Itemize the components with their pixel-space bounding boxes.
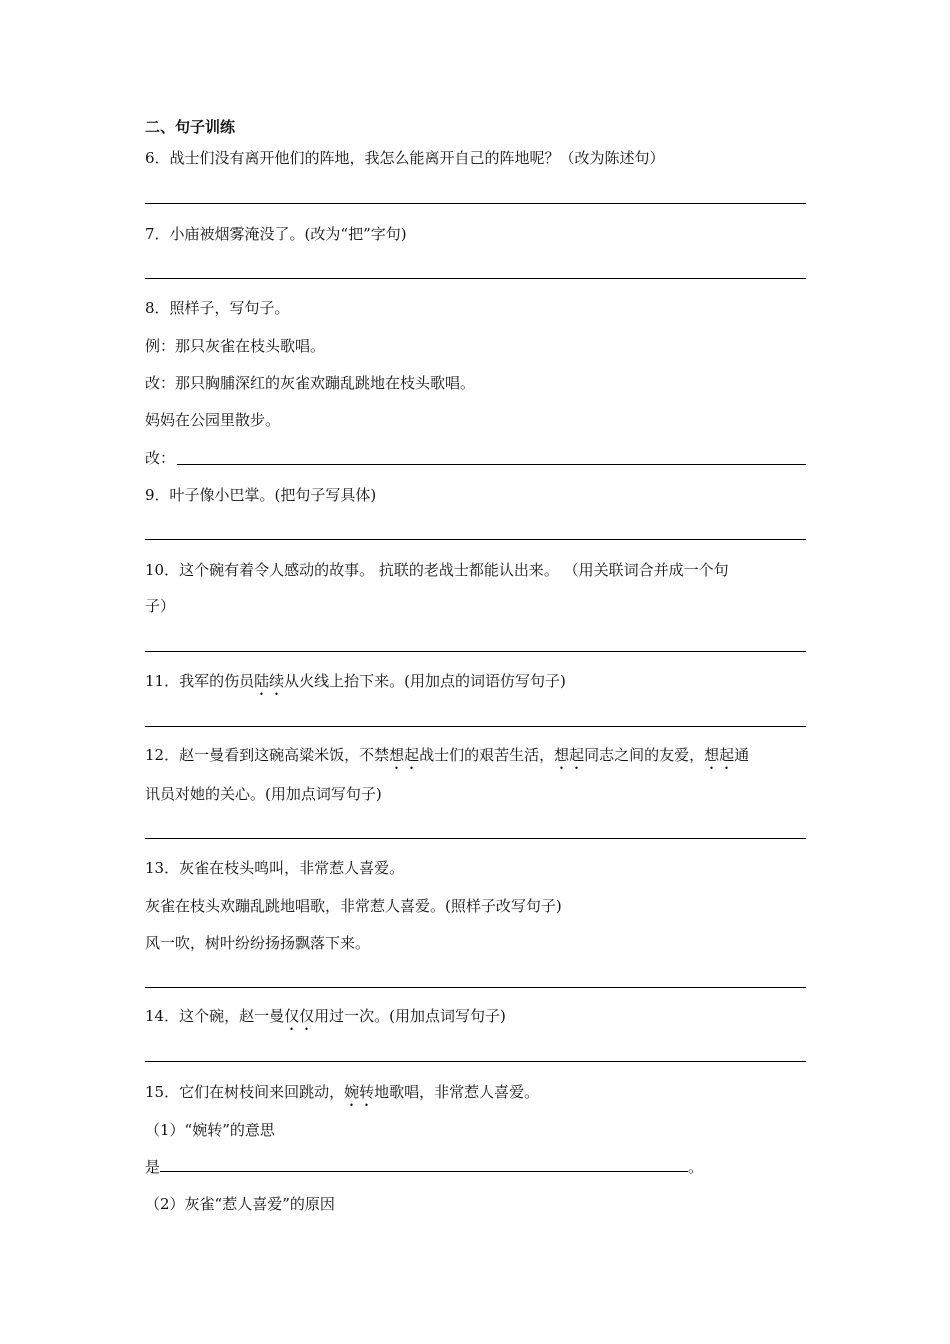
question-11-post: 从火线上抬下来。(用加点的词语仿写句子) [284,672,566,690]
answer-line-13[interactable] [145,987,806,988]
answer-line-10[interactable] [145,651,806,652]
answer-line-12[interactable] [145,838,806,839]
question-13-prompt: 风一吹，树叶纷纷扬扬飘落下来。 [145,934,371,952]
question-8-example: 例：那只灰雀在枝头歌唱。 [145,337,326,355]
question-10-line2: 子） [145,597,176,615]
question-15-sub1: （1）“婉转”的意思 [145,1121,275,1139]
question-15-sub1-prefix: 是 [145,1158,161,1176]
question-15-sub1-answer [145,1157,703,1177]
question-12-p3: 同志之间的友爱， [584,746,705,764]
section-title: 二、句子训练 [145,118,236,136]
question-7: 7．小庙被烟雾淹没了。(改为“把”字句) [145,225,407,243]
answer-line-9[interactable] [145,539,806,540]
question-15 [145,1082,539,1110]
question-14-post: 用过一次。(用加点词写句子) [314,1007,506,1025]
question-12-p1: 12．赵一曼看到这碗高粱米饭，不禁 [145,746,390,764]
question-9: 9．叶子像小巴掌。(把句子写具体) [145,486,377,504]
question-14-pre: 14．这个碗，赵一曼 [145,1007,285,1025]
question-8-prompt: 妈妈在公园里散步。 [145,411,281,429]
question-8-answer-label: 改： [145,449,176,467]
question-10-line1: 10．这个碗有着令人感动的故事。 抗联的老战士都能认出来。 （用关联词合并成一个句 [145,561,729,579]
question-12-p2: 战士们的艰苦生活， [419,746,555,764]
question-12-dotted-1: 想起 [389,746,420,764]
question-15-post: 地歌唱，非常惹人喜爱。 [374,1083,540,1101]
question-15-sub2: （2）灰雀“惹人喜爱”的原因 [145,1195,335,1213]
question-15-dotted-word: 婉转 [344,1083,375,1101]
question-13: 13．灰雀在枝头鸣叫，非常惹人喜爱。 [145,859,405,877]
question-12-line2: 讯员对她的关心。(用加点词写句子) [145,785,382,803]
question-15-sub1-suffix: 。 [688,1158,704,1176]
question-11-pre: 11．我军的伤员 [145,672,255,690]
question-12-line1 [145,745,749,773]
answer-line-7[interactable] [145,278,806,279]
answer-line-15-1[interactable] [160,1157,688,1172]
answer-line-6[interactable] [145,203,806,204]
question-12-p4: 通 [734,746,750,764]
question-8-revised: 改：那只胸脯深红的灰雀欢蹦乱跳地在枝头歌唱。 [145,374,476,392]
question-6: 6．战士们没有离开他们的阵地，我怎么能离开自己的阵地呢？（改为陈述句） [145,149,665,167]
question-11-dotted-word: 陆续 [254,672,285,690]
answer-line-8[interactable] [177,464,806,465]
question-13-example: 灰雀在枝头欢蹦乱跳地唱歌，非常惹人喜爱。(照样子改写句子) [145,897,562,915]
question-12-dotted-3: 想起 [704,746,735,764]
question-11 [145,671,566,699]
question-14-dotted-word: 仅仅 [284,1007,315,1025]
question-8: 8．照样子，写句子。 [145,299,290,317]
answer-line-14[interactable] [145,1061,806,1062]
answer-line-11[interactable] [145,726,806,727]
question-14 [145,1006,506,1034]
question-15-pre: 15．它们在树枝间来回跳动， [145,1083,345,1101]
question-12-dotted-2: 想起 [554,746,585,764]
